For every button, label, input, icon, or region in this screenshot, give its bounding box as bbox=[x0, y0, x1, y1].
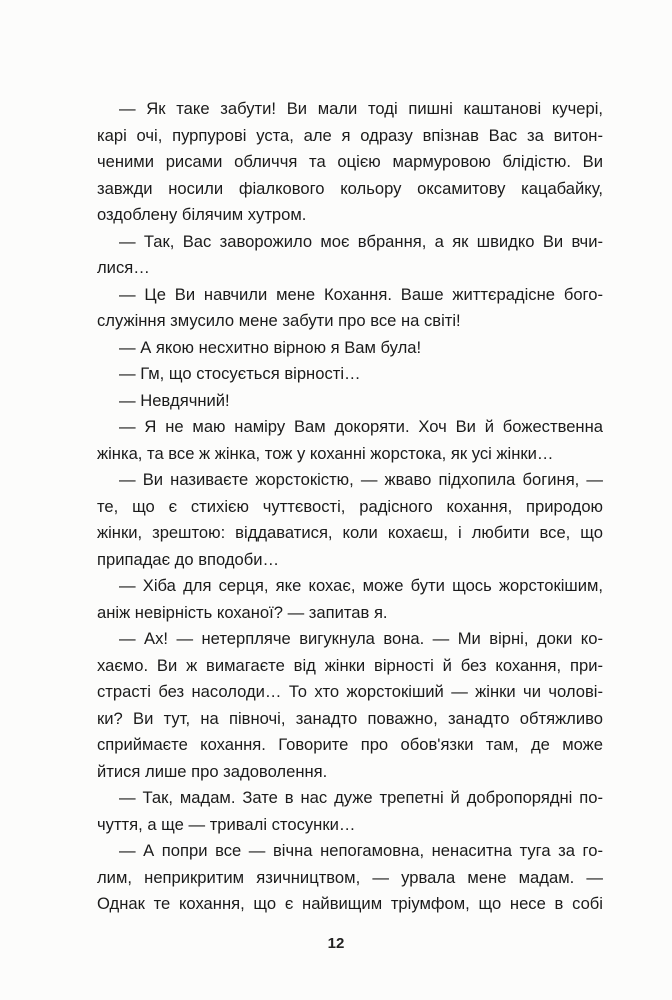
text-line: страсті без насолоди… То хто жорстокіший — жінки чи чолові- bbox=[97, 682, 603, 701]
text-line: лим, неприкритим язичництвом, — урвала мене мадам. — bbox=[97, 867, 603, 887]
text-line: завжди носили фіалкового кольору оксамитову кацабайку, bbox=[97, 178, 603, 198]
text-line: оздоблену білячим хутром. bbox=[97, 205, 307, 224]
text-line: карі очі, пурпурові уста, але я одразу впізнав Вас за витон- bbox=[97, 125, 603, 145]
text-line: йтися лише про задоволення. bbox=[97, 761, 328, 781]
text-line: — Ви називаєте жорстокістю, — жваво підхопила богиня, — bbox=[119, 470, 603, 489]
text-line: те, що є стихією чуттєвості, радісного кохання, природою bbox=[97, 496, 603, 516]
text-line: — А якою несхитно вірною я Вам була! bbox=[119, 337, 422, 357]
text-line: — Це Ви навчили мене Кохання. Ваше життєрадісне бого- bbox=[119, 284, 603, 304]
body-text bbox=[97, 96, 603, 918]
text-line: — Як таке забути! Ви мали тоді пишні каштанові кучері, bbox=[119, 99, 603, 118]
page-number: 12 bbox=[327, 935, 345, 952]
text-line: аніж невірність коханої? — запитав я. bbox=[97, 602, 388, 622]
text-line: служіння змусило мене забути про все на світі! bbox=[97, 311, 461, 330]
text-line: жінка, та все ж жінка, тож у коханні жорстока, як усі жінки… bbox=[97, 443, 554, 463]
text-line: — Я не маю наміру Вам докоряти. Хоч Ви й божественна bbox=[119, 417, 603, 436]
text-line: припадає до вподоби… bbox=[97, 549, 280, 569]
text-line: ченими рисами обличчя та оцією мармуровою блідістю. Ви bbox=[97, 152, 603, 171]
text-line: — Так, Вас заворожило моє вбрання, а як швидко Ви вчи- bbox=[119, 231, 603, 251]
text-line: лися… bbox=[97, 258, 150, 277]
text-line: ки? Ви тут, на півночі, занадто поважно, занадто обтяжливо bbox=[97, 708, 603, 728]
text-line: — Ах! — нетерпляче вигукнула вона. — Ми вірні, доки ко- bbox=[119, 629, 603, 648]
text-line: жінки, зрештою: віддаватися, коли кохаєш, і любити все, що bbox=[97, 523, 603, 542]
text-line: — Невдячний! bbox=[119, 390, 230, 410]
text-line: хаємо. Ви ж вимагаєте від жінки вірності й без кохання, при- bbox=[97, 655, 603, 675]
text-line: сприймаєте кохання. Говорите про обов'язки там, де може bbox=[97, 735, 603, 754]
text-line: — Так, мадам. Зате в нас дуже трепетні й добропорядні по- bbox=[119, 788, 603, 807]
text-line: Однак те кохання, що є найвищим тріумфом, що несе в собі bbox=[97, 894, 603, 913]
text-line: — Хіба для серця, яке кохає, може бути щось жорстокішим, bbox=[119, 576, 603, 595]
text-line: — А попри все — вічна непогамовна, ненаситна туга за го- bbox=[119, 841, 603, 860]
text-line: чуття, а ще — тривалі стосунки… bbox=[97, 814, 356, 834]
text-line: — Гм, що стосується вірності… bbox=[119, 364, 361, 383]
